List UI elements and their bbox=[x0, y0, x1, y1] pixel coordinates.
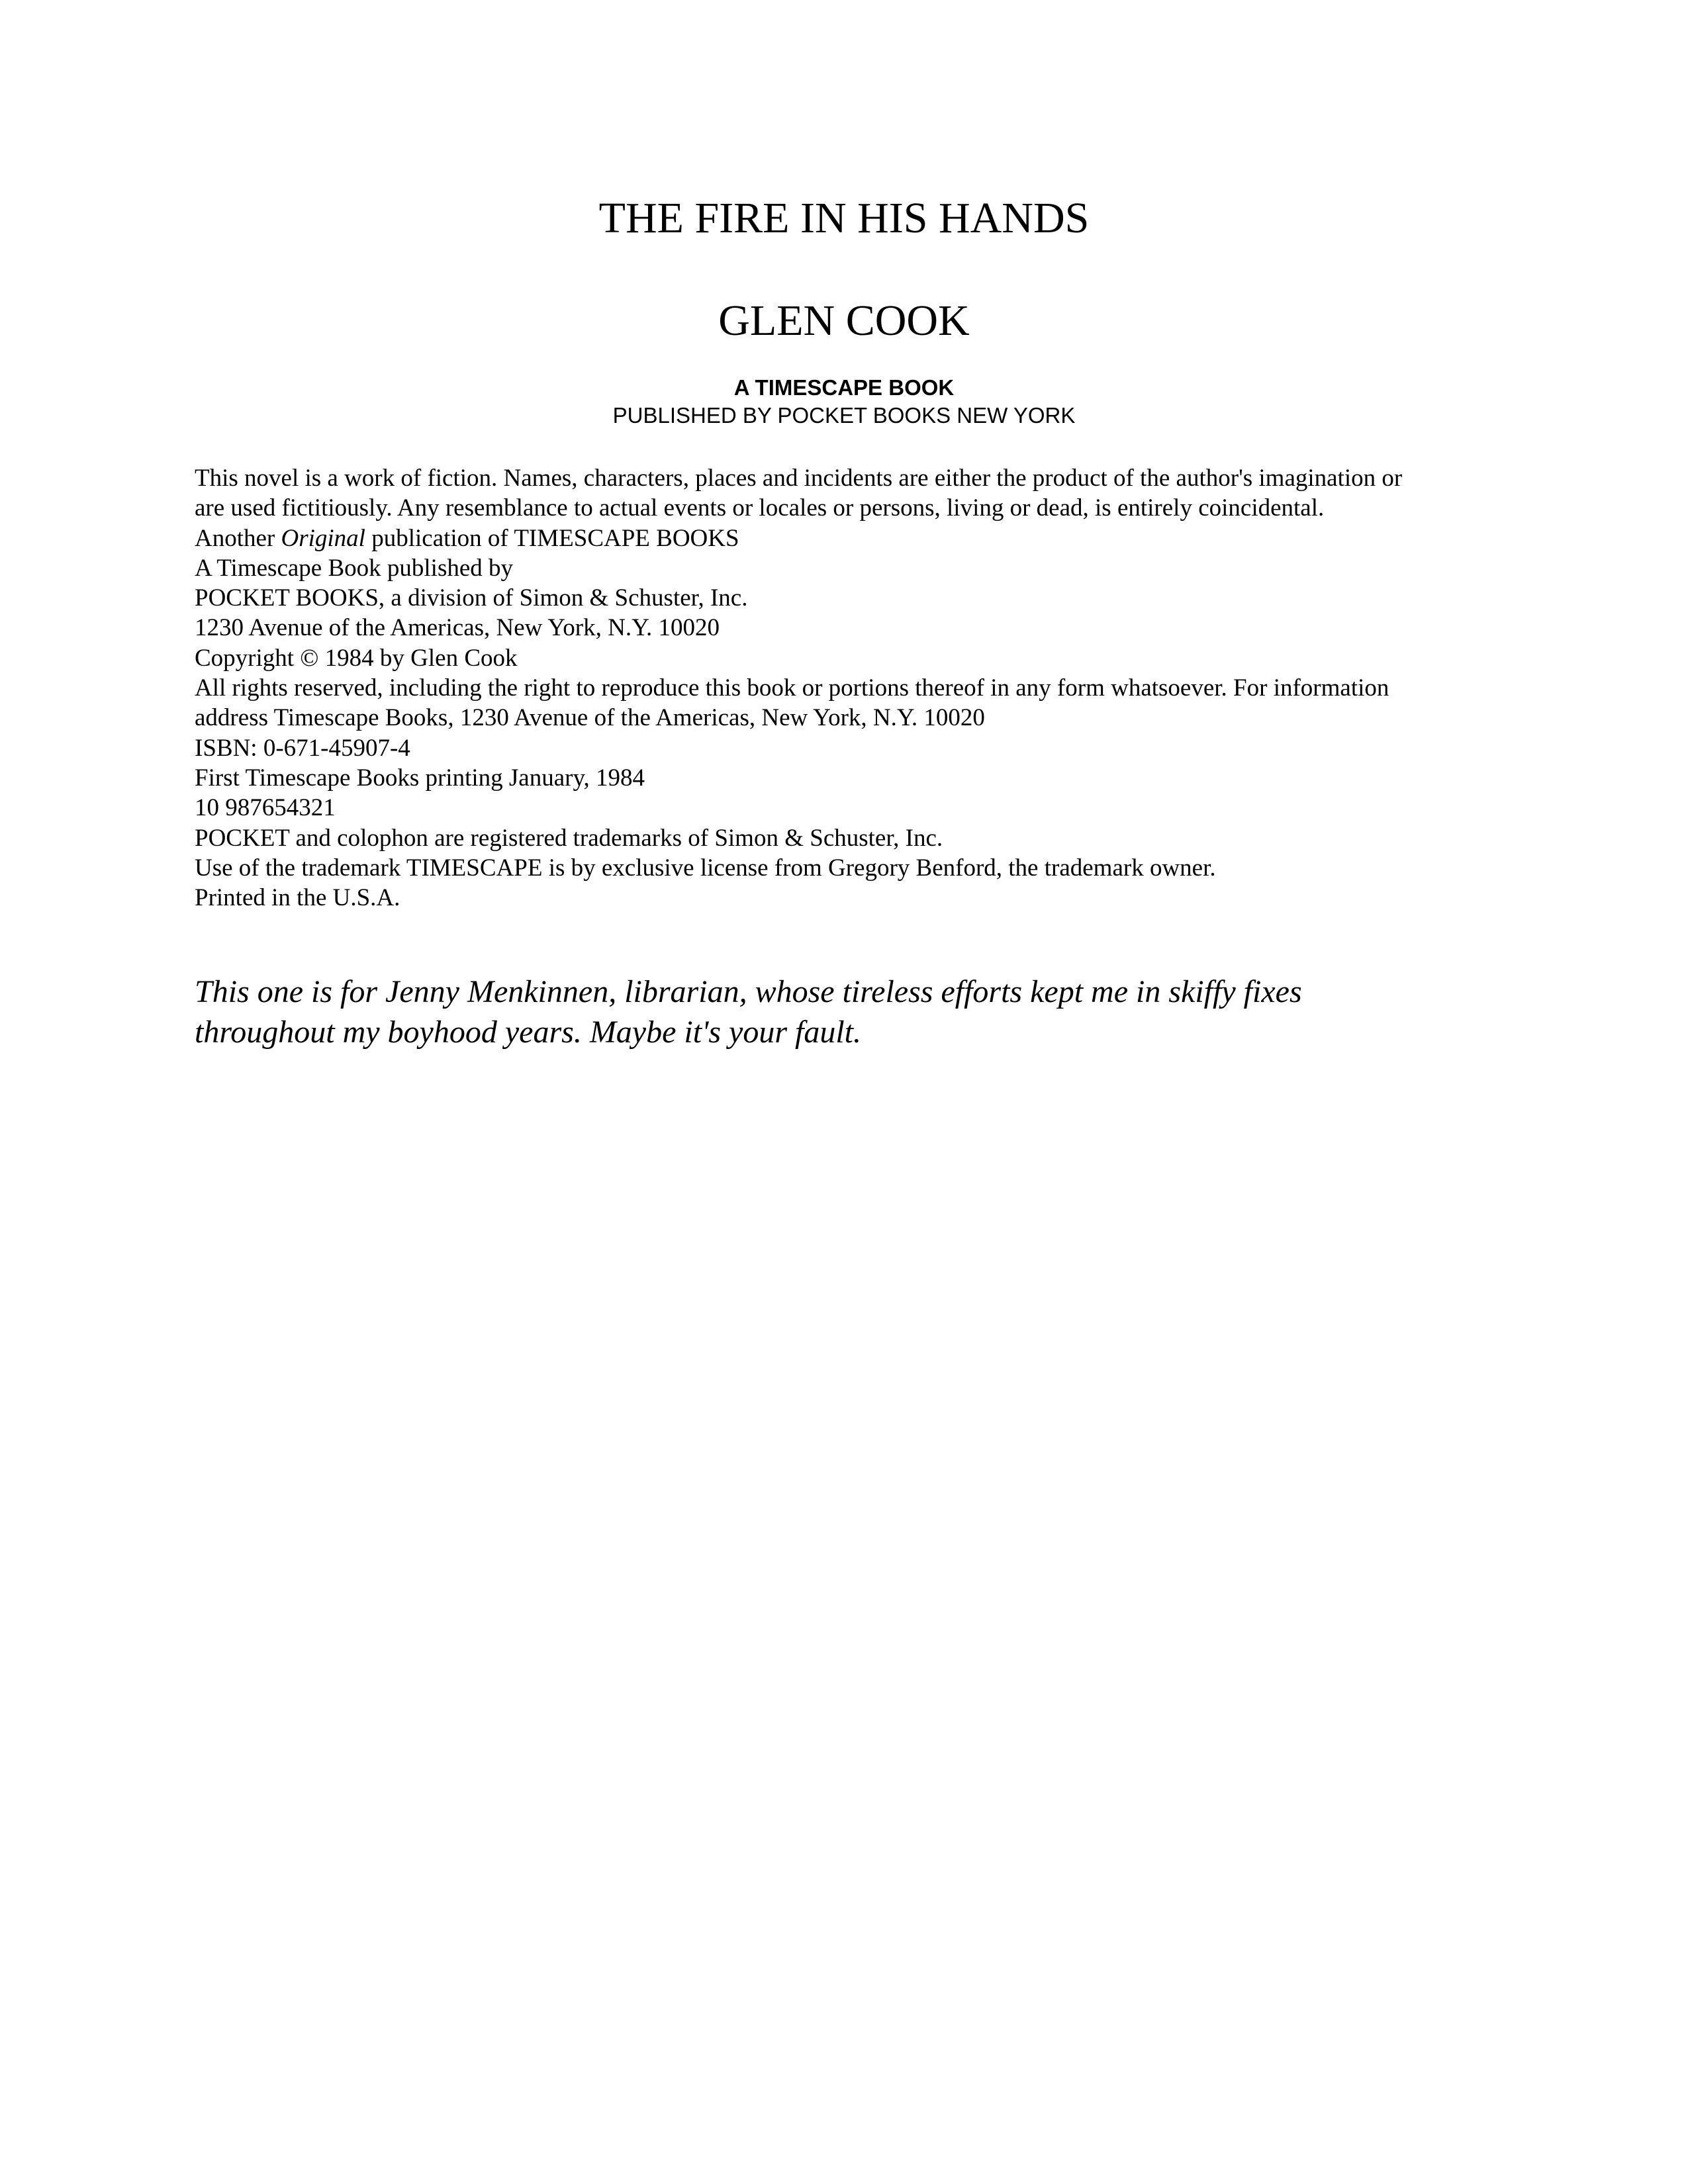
imprint-publisher: PUBLISHED BY POCKET BOOKS NEW YORK bbox=[612, 403, 1076, 428]
publisher-division-line: POCKET BOOKS, a division of Simon & Schuster, Inc. bbox=[195, 584, 748, 612]
dedication-block bbox=[195, 972, 1519, 1052]
rights-line-2: address Timescape Books, 1230 Avenue of the Americas, New York, N.Y. 10020 bbox=[195, 704, 985, 732]
printed-in-line: Printed in the U.S.A. bbox=[195, 884, 400, 912]
print-number-line: 10 987654321 bbox=[195, 794, 336, 822]
isbn-line: ISBN: 0-671-45907-4 bbox=[195, 734, 410, 762]
original-italic: Original bbox=[281, 524, 365, 552]
imprint-block bbox=[0, 374, 1688, 430]
dedication-line-2: throughout my boyhood years. Maybe it's your fault. bbox=[195, 1015, 862, 1050]
dedication-line-1: This one is for Jenny Menkinnen, librarian, whose tireless efforts kept me in skiffy fixes bbox=[195, 974, 1302, 1009]
imprint-name: A TIMESCAPE BOOK bbox=[733, 375, 955, 400]
copyright-line: Copyright © 1984 by Glen Cook bbox=[195, 644, 518, 672]
published-by-line: A Timescape Book published by bbox=[195, 554, 514, 582]
publisher-address-line: 1230 Avenue of the Americas, New York, N.Y. 10020 bbox=[195, 614, 720, 642]
trademark-pocket-line: POCKET and colophon are registered trademarks of Simon & Schuster, Inc. bbox=[195, 824, 943, 852]
copyright-block bbox=[195, 463, 1505, 913]
another-original-line bbox=[195, 523, 1505, 553]
rights-line-1: All rights reserved, including the right to reproduce this book or portions thereof in any form whatsoever. For information bbox=[195, 674, 1389, 702]
book-title: THE FIRE IN HIS HANDS bbox=[598, 194, 1090, 242]
printing-line: First Timescape Books printing January, 1984 bbox=[195, 764, 645, 792]
another-suffix: publication of TIMESCAPE BOOKS bbox=[365, 524, 739, 552]
book-author: GLEN COOK bbox=[718, 296, 970, 345]
trademark-timescape-line: Use of the trademark TIMESCAPE is by exclusive license from Gregory Benford, the trademark owner. bbox=[195, 854, 1216, 882]
disclaimer-line-2: are used fictitiously. Any resemblance to actual events or locales or persons, living or dead, is entirely coincidental. bbox=[195, 494, 1325, 522]
another-prefix: Another bbox=[195, 524, 281, 552]
disclaimer-line-1: This novel is a work of fiction. Names, characters, places and incidents are either the product of the author's imagination or bbox=[195, 465, 1403, 492]
